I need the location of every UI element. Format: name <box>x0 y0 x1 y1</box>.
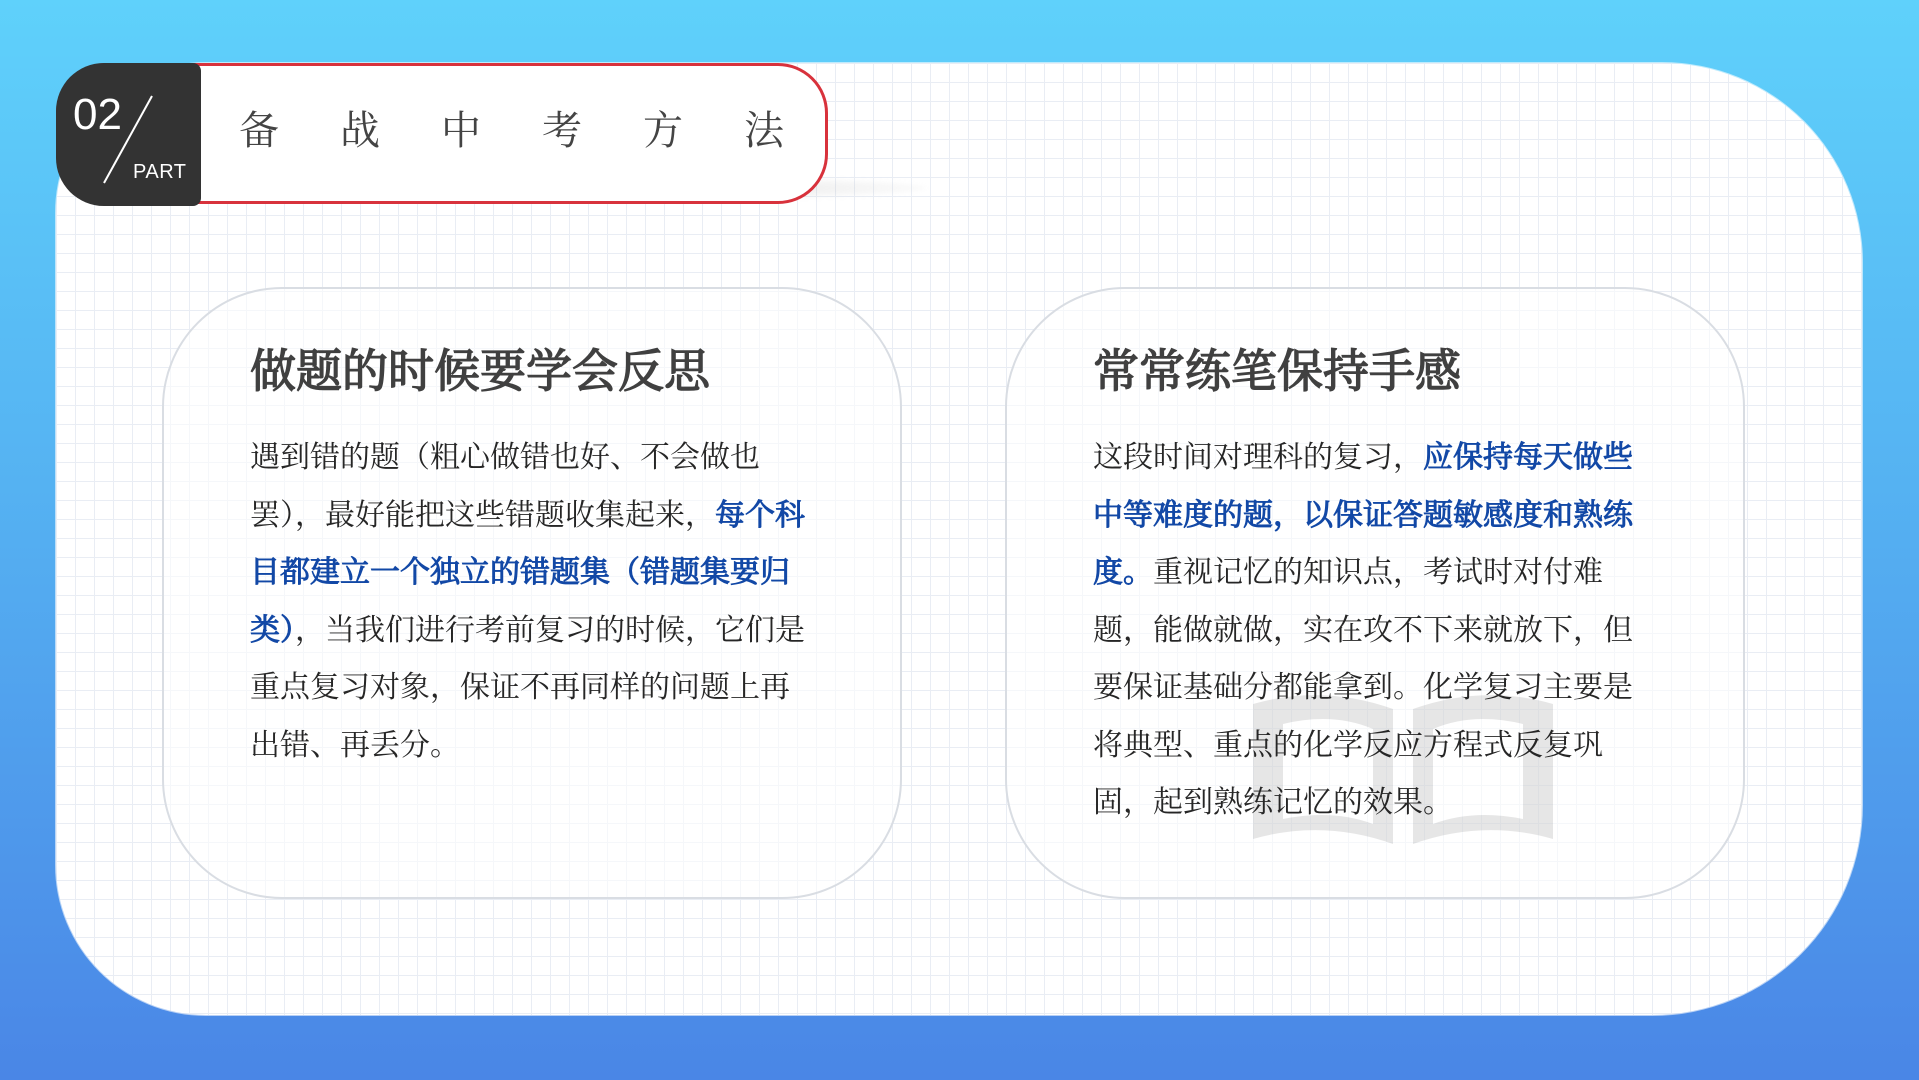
section-title-char: 备 <box>239 108 279 154</box>
part-number: 02 <box>73 90 122 139</box>
section-header <box>56 63 830 206</box>
card-body <box>250 429 810 774</box>
card-body <box>1093 429 1653 832</box>
section-title <box>239 107 845 155</box>
section-title-char: 考 <box>542 108 582 154</box>
section-title-char: 中 <box>441 108 481 154</box>
card-body-highlight: 每个科目都建立一个独立的错题集（错题集要归类） <box>250 497 805 648</box>
tip-card-practice <box>1005 287 1745 899</box>
part-badge <box>56 63 201 206</box>
card-body-text: 重视记忆的知识点，考试时对付难题，能做就做，实在攻不下来就放下，但要保证基础分都能拿到。化学复习主要是将典型、重点的化学反应方程式反复巩固，起到熟练记忆的效果。 <box>1093 555 1633 820</box>
section-title-char: 战 <box>340 108 380 154</box>
card-title: 做题的时候要学会反思 <box>250 344 710 398</box>
card-body-highlight: 应保持每天做些中等难度的题，以保证答题敏感度和熟练度。 <box>1093 440 1633 590</box>
card-title: 常常练笔保持手感 <box>1093 344 1461 398</box>
card-body-text: 遇到错的题（粗心做错也好、不会做也罢），最好能把这些错题收集起来， <box>250 440 760 533</box>
card-body-text: ，当我们进行考前复习的时候，它们是重点复习对象，保证不再同样的问题上再出错、再丢分。 <box>250 612 805 763</box>
section-title-char: 方 <box>643 108 683 154</box>
card-body-text: 这段时间对理科的复习， <box>1093 440 1423 475</box>
tip-card-reflection <box>162 287 902 899</box>
section-title-char: 法 <box>744 108 784 154</box>
part-label: PART <box>133 161 187 183</box>
